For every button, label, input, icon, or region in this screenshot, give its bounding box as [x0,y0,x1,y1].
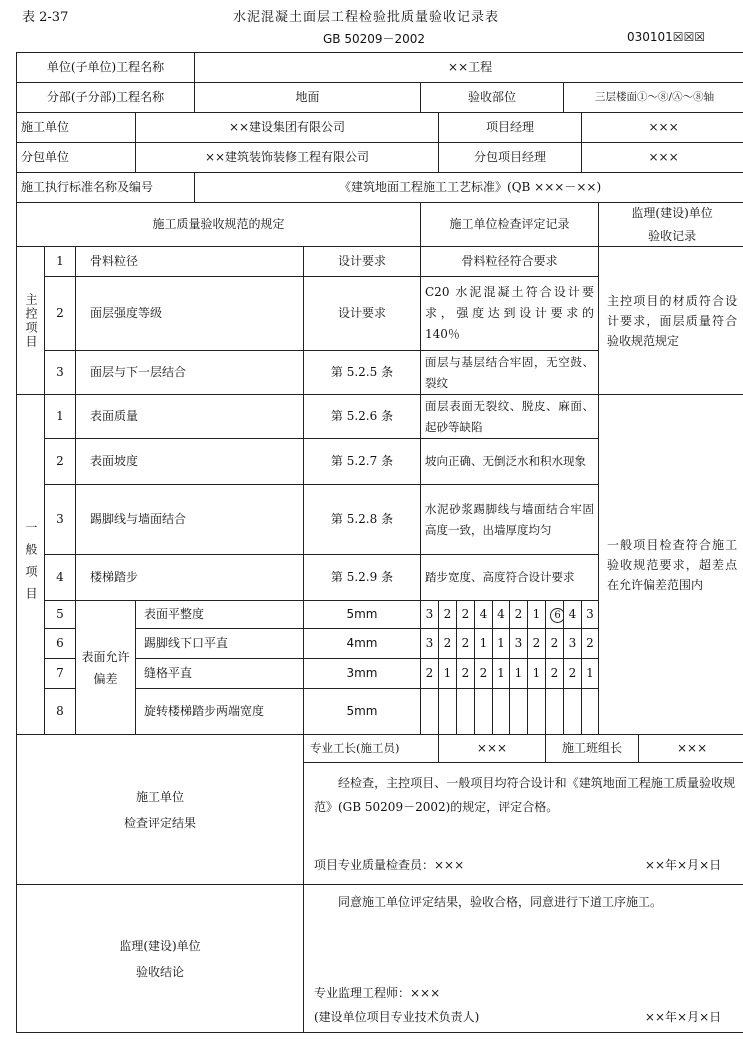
general-item-name: 踢脚线与墙面结合 [76,485,304,555]
general-items-supervision: 一般项目检查符合施工验收规范要求，超差点在允许偏差范围内 [599,395,743,735]
measured-value [546,689,564,735]
tolerance-group-label: 表面允许偏差 [76,601,136,735]
check-column-header: 施工单位检查评定记录 [421,203,599,247]
contractor-result-label [17,735,304,885]
tolerance-item-name: 表面平整度 [136,601,304,629]
supervision-conclusion-label-line2: 验收结论 [135,964,184,979]
measured-value [493,689,510,735]
measured-value: 3 [564,629,582,659]
exceeded-value-mark: 6 [550,608,564,623]
general-items-group-label: 一般项目 [17,395,45,735]
measured-value: 2 [457,659,475,689]
standard-name-label: 施工执行标准名称及编号 [17,173,195,203]
main-items-supervision: 主控项目的材质符合设计要求，面层质量符合验收规范规定 [599,247,743,395]
measured-value [457,689,475,735]
team-leader-value: ××× [639,735,743,763]
measured-value: 2 [564,659,582,689]
page-title: 水泥混凝土面层工程检验批质量验收记录表 [233,10,500,25]
project-manager-label: 项目经理 [439,113,582,143]
general-item-name: 楼梯踏步 [76,555,304,601]
measured-value: 2 [546,629,564,659]
measured-value: 2 [546,659,564,689]
subcontractor-value: ××建筑装饰装修工程有限公司 [136,143,439,173]
main-item-no: 2 [45,277,76,351]
tolerance-item-no: 6 [45,629,76,659]
contractor-result-label-line1: 施工单位 [135,789,184,804]
measured-value: 2 [582,629,599,659]
subcontractor-label: 分包单位 [17,143,136,173]
acceptance-part-value: 三层楼面①～⑧/Ⓐ～⑧轴 [564,83,743,113]
contractor-result-cell [304,763,743,885]
contractor-result-label-line2: 检查评定结果 [123,815,196,830]
measured-value: 2 [457,629,475,659]
supervision-engineer: 专业监理工程师：××× [314,986,441,1000]
measured-value: 1 [493,629,510,659]
supervision-conclusion-cell [304,885,743,1033]
measured-value: 3 [421,629,439,659]
measured-value: 3 [421,601,439,629]
measured-value: 2 [528,629,546,659]
main-item-no: 1 [45,247,76,277]
supervision-sign-row [314,1009,721,1026]
tolerance-item-name: 踢脚线下口平直 [136,629,304,659]
tolerance-item-name: 缝格平直 [136,659,304,689]
general-item-requirement: 第 5.2.8 条 [304,485,421,555]
sub-project-manager-value: ××× [582,143,743,173]
tolerance-item-no: 8 [45,689,76,735]
measured-value: 3 [510,629,528,659]
tolerance-limit: 5mm [304,601,421,629]
main-item-record: 面层与基层结合牢固，无空鼓、裂纹 [421,351,599,395]
main-item-requirement: 第 5.2.5 条 [304,351,421,395]
unit-name-label: 单位(子单位)工程名称 [17,53,195,83]
general-item-no: 3 [45,485,76,555]
general-item-name: 表面坡度 [76,439,304,485]
supervision-column-header [599,203,743,247]
measured-value [475,689,493,735]
foreman-label: 专业工长(施工员) [304,735,439,763]
project-manager-value: ××× [582,113,743,143]
measured-value: 1 [528,659,546,689]
general-item-no: 2 [45,439,76,485]
tolerance-item-no: 5 [45,601,76,629]
supervision-header-line2: 验收记录 [648,228,697,243]
tolerance-limit: 4mm [304,629,421,659]
unit-name-value: ××工程 [195,53,743,83]
measured-value-exceeded [546,601,564,629]
measured-value: 2 [421,659,439,689]
supervision-header-line1: 监理(建设)单位 [631,205,713,220]
division-name-value: 地面 [195,83,421,113]
general-item-requirement: 第 5.2.9 条 [304,555,421,601]
measured-value: 3 [582,601,599,629]
quality-inspector: 项目专业质量检查员：××× [314,858,465,872]
measured-value [439,689,457,735]
contractor-sign-row [314,857,721,874]
measured-value: 2 [439,601,457,629]
record-number: 030101☒☒☒ [627,30,706,44]
main-item-name: 面层与下一层结合 [76,351,304,395]
measured-value: 2 [510,601,528,629]
measured-value [582,689,599,735]
measured-value [421,689,439,735]
main-item-name: 骨料粒径 [76,247,304,277]
supervision-date: ××年×月×日 [644,1010,722,1024]
contractor-date: ××年×月×日 [644,858,722,872]
supervision-conclusion-label [17,885,304,1033]
general-item-record: 面层表面无裂纹、脱皮、麻面、起砂等缺陷 [421,395,599,439]
team-leader-label: 施工班组长 [546,735,639,763]
measured-value [528,689,546,735]
main-items-group-label: 主控项目 [17,247,45,395]
standard-code: GB 50209－2002 [323,32,426,46]
main-item-requirement: 设计要求 [304,277,421,351]
general-item-no: 4 [45,555,76,601]
measured-value [564,689,582,735]
measured-value: 1 [439,659,457,689]
contractor-label: 施工单位 [17,113,136,143]
tolerance-limit: 3mm [304,659,421,689]
general-item-name: 表面质量 [76,395,304,439]
measured-value: 1 [528,601,546,629]
general-item-no: 1 [45,395,76,439]
contractor-value: ××建设集团有限公司 [136,113,439,143]
main-item-record: C20 水泥混凝土符合设计要求，强度达到设计要求的 140％ [421,277,599,351]
main-item-record: 骨料粒径符合要求 [421,247,599,277]
tolerance-item-name: 旋转楼梯踏步两端宽度 [136,689,304,735]
spec-column-header: 施工质量验收规范的规定 [17,203,421,247]
supervision-engineer-note: (建设单位项目专业技术负责人) [314,1010,480,1024]
contractor-result-text: 经检查，主控项目、一般项目均符合设计和《建筑地面工程施工质量验收规范》(GB 50209－2002)的规定，评定合格。 [314,776,736,814]
measured-value: 4 [564,601,582,629]
measured-value: 1 [510,659,528,689]
measured-value: 2 [439,629,457,659]
main-item-name: 面层强度等级 [76,277,304,351]
standard-name-value: 《建筑地面工程施工工艺标准》(QB ×××－××) [195,173,743,203]
general-item-requirement: 第 5.2.7 条 [304,439,421,485]
general-item-record: 水泥砂浆踢脚线与墙面结合牢固高度一致，出墙厚度均匀 [421,485,599,555]
division-name-label: 分部(子分部)工程名称 [17,83,195,113]
acceptance-part-label: 验收部位 [421,83,564,113]
general-item-record: 踏步宽度、高度符合设计要求 [421,555,599,601]
supervision-conclusion-text: 同意施工单位评定结果，验收合格，同意进行下道工序施工。 [338,895,663,909]
general-item-requirement: 第 5.2.6 条 [304,395,421,439]
measured-value [510,689,528,735]
tolerance-item-no: 7 [45,659,76,689]
measured-value: 4 [475,601,493,629]
record-form [16,52,743,1033]
tolerance-limit: 5mm [304,689,421,735]
table-number: 表 2-37 [22,10,69,25]
foreman-value: ××× [439,735,546,763]
measured-value: 4 [493,601,510,629]
measured-value: 2 [457,601,475,629]
supervision-conclusion-label-line1: 监理(建设)单位 [119,938,201,953]
measured-value: 1 [582,659,599,689]
measured-value: 2 [475,659,493,689]
measured-value: 1 [493,659,510,689]
general-item-record: 坡向正确、无倒泛水和积水现象 [421,439,599,485]
main-item-requirement: 设计要求 [304,247,421,277]
sub-project-manager-label: 分包项目经理 [439,143,582,173]
main-item-no: 3 [45,351,76,395]
measured-value: 1 [475,629,493,659]
